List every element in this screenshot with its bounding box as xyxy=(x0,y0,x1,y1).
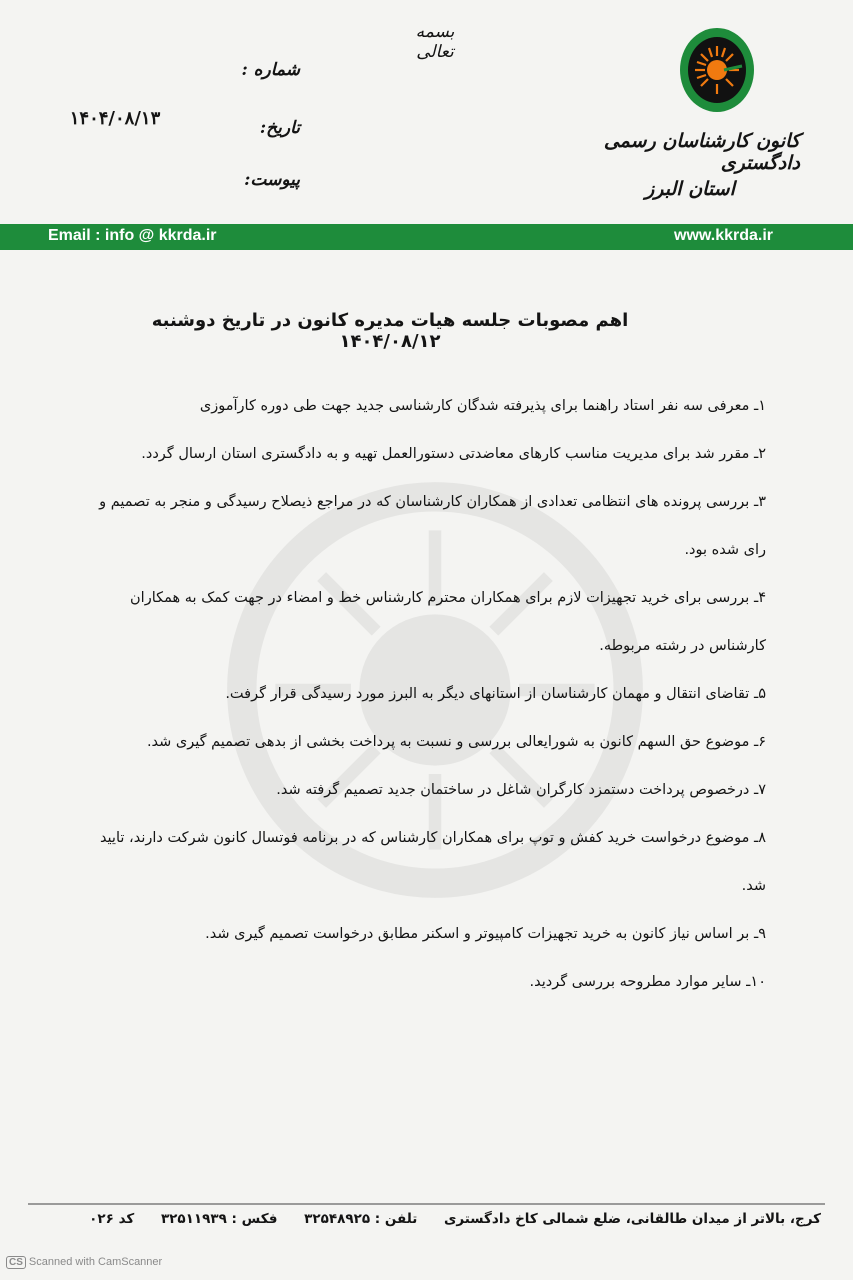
website-address: www.kkrda.ir xyxy=(674,227,773,244)
list-item: ۷ـ درخصوص پرداخت دستمزد کارگران شاغل در ساختمان جدید تصمیم گرفته شد. xyxy=(276,782,766,798)
footer-divider xyxy=(28,1203,825,1205)
list-item: ۵ـ تقاضای انتقال و مهمان کارشناسان از استانهای دیگر به البرز مورد رسیدگی قرار گرفت. xyxy=(225,686,766,702)
camscanner-icon: CS xyxy=(6,1256,26,1269)
list-item: ۱ـ معرفی سه نفر استاد راهنما برای پذیرفته شدگان کارشناسی جدید جهت طی دوره کارآموزی xyxy=(199,398,766,414)
attachment-label: پیوست: xyxy=(244,170,300,190)
list-item: ۴ـ بررسی برای خرید تجهیزات لازم برای همکاران محترم کارشناس خط و امضاء در جهت کمک به همکاران کارشناس در رشته مربوطه. xyxy=(130,590,766,654)
organization-logo-icon xyxy=(678,26,756,114)
document-title: اهم مصوبات جلسه هیات مدیره کانون در تاریخ دوشنبه ۱۴۰۴/۰۸/۱۲ xyxy=(151,310,629,352)
list-item: ۸ـ موضوع درخواست خرید کفش و توپ برای همکاران کارشناس که در برنامه فوتسال کانون شرکت دارند، تایید شد. xyxy=(99,830,766,894)
scanner-watermark xyxy=(6,1256,162,1269)
list-item: ۹ـ بر اساس نیاز کانون به خرید تجهیزات کامپیوتر و اسکنر مطابق درخواست تصمیم گیری شد. xyxy=(205,926,766,942)
resolutions-list xyxy=(76,382,766,1006)
footer-address: کرج، بالاتر از میدان طالقانی، ضلع شمالی کاخ دادگستری xyxy=(444,1211,821,1227)
date-label: تاریخ: xyxy=(259,118,300,138)
footer-phone: تلفن : ۳۲۵۴۸۹۲۵ xyxy=(304,1211,418,1227)
province-name: استان البرز xyxy=(645,178,735,200)
footer-fax: فکس : ۳۲۵۱۱۹۳۹ xyxy=(160,1211,278,1227)
list-item: ۱۰ـ سایر موارد مطروحه بررسی گردید. xyxy=(529,974,766,990)
email-address: Email : info @ kkrda.ir xyxy=(48,227,217,244)
footer-contact xyxy=(31,1211,821,1227)
footer-code: کد ۰۲۶ xyxy=(89,1211,135,1227)
letter-date: ۱۴۰۴/۰۸/۱۳ xyxy=(69,108,161,129)
organization-name: کانون کارشناسان رسمی دادگستری xyxy=(603,130,800,174)
bismillah-heading: بسمه تعالی xyxy=(415,22,455,62)
number-label: شماره : xyxy=(241,60,300,80)
list-item: ۳ـ بررسی پرونده های انتظامی تعدادی از همکاران کارشناسان که در مراجع ذیصلاح رسیدگی و منجر به تصمیم و رای شده بود. xyxy=(99,494,766,558)
scanner-text: Scanned with CamScanner xyxy=(28,1256,163,1268)
list-item: ۶ـ موضوع حق السهم کانون به شورایعالی بررسی و نسبت به پرداخت بخشی از بدهی تصمیم گیری شد. xyxy=(146,734,766,750)
list-item: ۲ـ مقرر شد برای مدیریت مناسب کارهای معاضدتی دستورالعمل تهیه و به دادگستری استان ارسال گردد. xyxy=(141,446,766,462)
